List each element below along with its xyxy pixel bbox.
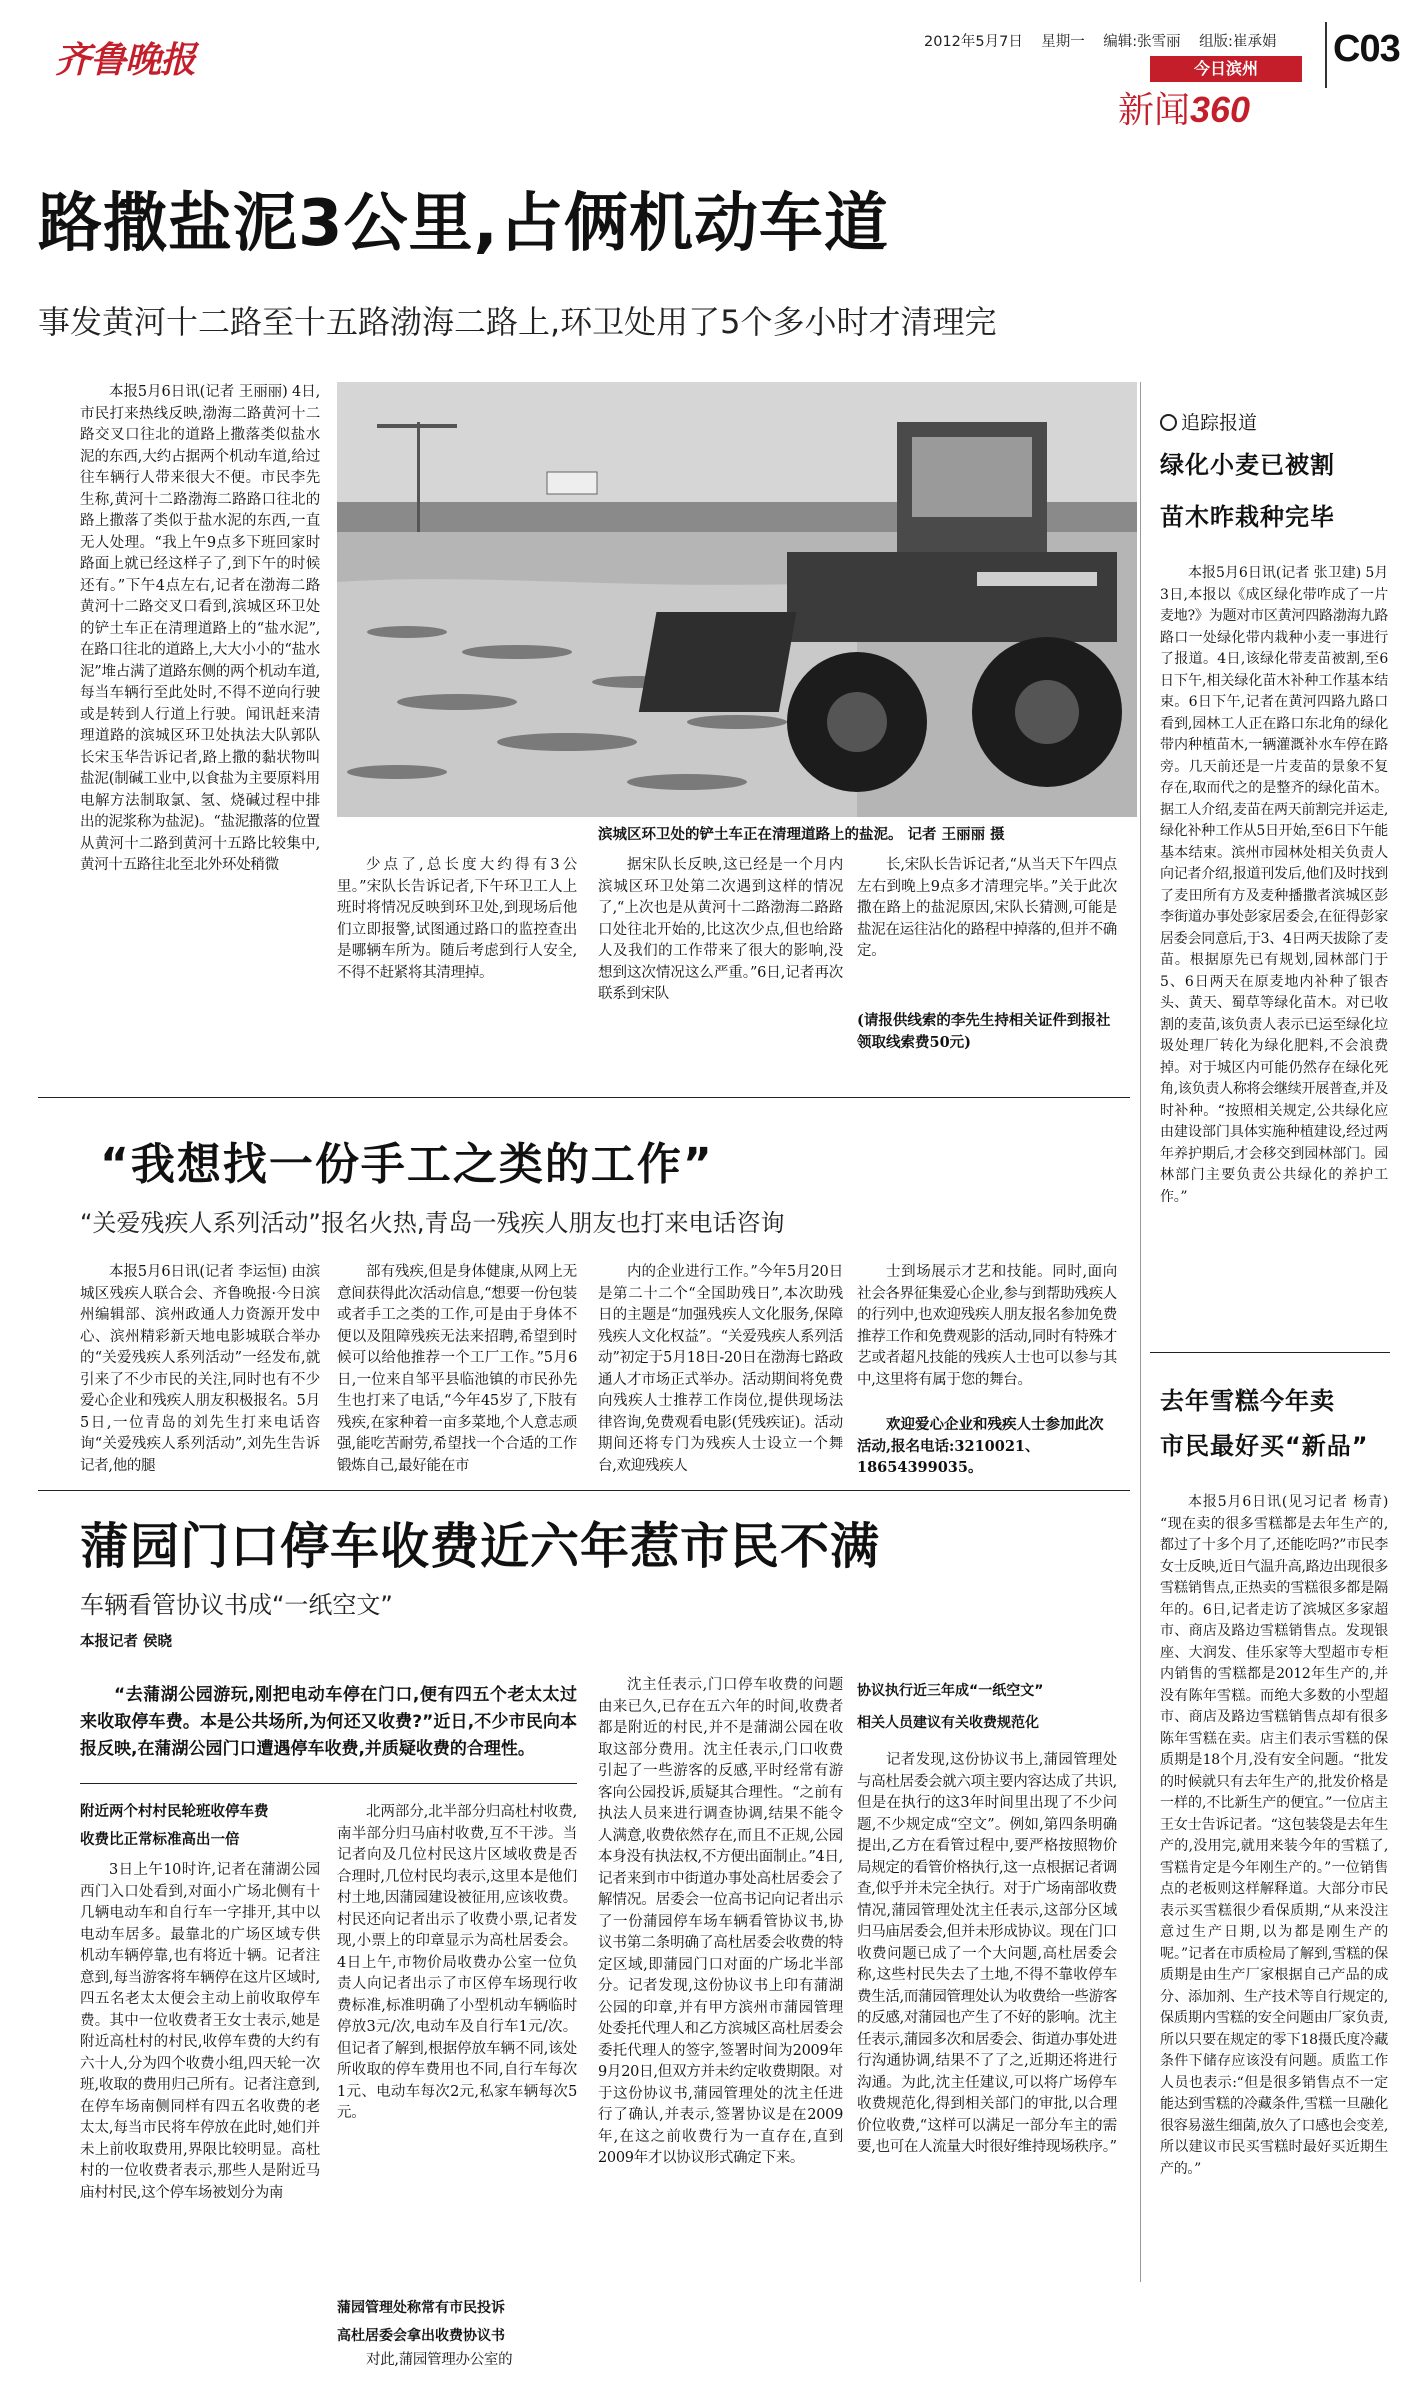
story2-subhead: “关爱残疾人系列活动”报名火热,青岛一残疾人朋友也打来电话咨询	[80, 1209, 785, 1237]
section-tag: 今日滨州	[1150, 56, 1302, 82]
story1-column-1: 本报5月6日讯(记者 王丽丽) 4日,市民打来热线反映,渤海二路黄河十二路交叉口往北的道路上撒落类似盐水泥的东西,大约占据两个机动车道,给过往车辆行人带来很大不便。市民李先生称,黄河十二路渤海二路路口往北的路上撒落了类似于盐水泥的东西,一直无人处理。“我上午9点多下班回家时路面上就已经这样子了,到下午的时候还有。”下午4点左右,记者在渤海二路黄河十二路交叉口看到,滨城区环卫处的铲土车正在清理道路上的“盐水泥”,在路口往北的道路上,大大小小的“盐水泥”堆占满了道路东侧的两个机动车道,每当车辆行至此处时,不得不逆向行驶或是转到人行道上行驶。闻讯赶来清理道路的滨城区环卫处执法大队郭队长宋玉华告诉记者,路上撒的黏状物叫盐泥(制碱工业中,以食盐为主要原料用电解方法制取氯、氢、烧碱过程中排出的泥浆称为盐泥)。“盐泥撒落的位置从黄河十二路到黄河十五路比较集中,黄河十五路往北至北外环处稍微	[80, 384, 320, 873]
section-brand	[1118, 82, 1250, 133]
story2-bottom-rule	[38, 1490, 1130, 1491]
loader-photo-illustration	[337, 382, 1137, 817]
story1-photo	[337, 382, 1137, 817]
story3-subhead-1a: 附近两个村村民轮班收停车费	[80, 1804, 269, 1820]
story3-byline: 本报记者 侯晓	[80, 1634, 173, 1650]
story3-lead-rule	[80, 1783, 577, 1784]
story3-subhead-3a: 协议执行近三年成“一纸空文”	[857, 1683, 1044, 1699]
story3-column-1: 3日上午10时许,记者在蒲湖公园西门入口处看到,对面小广场北侧有十几辆电动车和自行车一字排开,其中以电动车居多。最靠北的广场区域专供机动车辆停靠,也有将近十辆。记者注意到,每当游客将车辆停在这片区域时,四五名老太太便会主动上前收取停车费。其中一位收费者王女士表示,她是附近高杜村的村民,收停车费的大约有六十人,分为四个收费小组,四天轮一次班,收取的费用归己所有。记者注意到,在停车场南侧同样有四五名收费的老太太,每当市民将车停放在此时,她们并未上前收取费用,界限比较明显。高杜村的一位收费者表示,那些人是附近马庙村村民,这个停车场被划分为南	[80, 1862, 320, 2201]
story3-column-2b: 对此,蒲园管理办公室的	[366, 2352, 513, 2368]
editor-text: 编辑:张雪丽	[1103, 34, 1181, 50]
story3-lead: “去蒲湖公园游玩,刚把电动车停在门口,便有四五个老太太过来收取停车费。本是公共场所,为何还又收费?”近日,不少市民向本报反映,在蒲湖公园门口遭遇停车收费,并质疑收费的合理性。	[80, 1685, 577, 1759]
section-name: 新闻	[1118, 90, 1191, 131]
followup-title-1: 绿化小麦已被割	[1160, 451, 1335, 479]
story3-column-4: 记者发现,这份协议书上,蒲园管理处与高杜居委会就六项主要内容达成了共识,但是在执行的这3年时间里出现了不少问题,不少规定成“空文”。例如,第四条明确提出,乙方在看管过程中,要严格按照物价局规定的看管价格执行,这一点根据记者调查,似乎并未完全执行。对于广场南部收费情况,蒲园管理处沈主任表示,这部分区域归马庙居委会,但并未形成协议。现在门口收费问题已成了一个大问题,高杜居委会称,这些村民失去了土地,不得不靠收停车费生活,而蒲园管理处认为收费给一些游客的反感,对蒲园也产生了不好的影响。沈主任表示,蒲园多次和居委会、街道办事处进行沟通协调,结果不了了之,近期还将进行沟通。为此,沈主任建议,可以将广场停车收费规范化,得到相关部门的审批,以合理价位收费,“这样可以满足一部分车主的需要,也可在人流量大时很好维持现场秩序。”	[857, 1752, 1117, 2155]
issue-date	[924, 30, 1276, 51]
story2-contact: 欢迎爱心企业和残疾人士参加此次活动,报名电话:3210021、18654399035。	[857, 1416, 1104, 1476]
followup-title-2: 苗木昨栽种完毕	[1160, 503, 1335, 531]
story3-column-3: 沈主任表示,门口停车收费的问题由来已久,已存在五六年的时间,收费者都是附近的村民,并不是蒲湖公园在收取这部分费用。沈主任表示,门口收费引起了一些游客的反感,平时经常有游客向公园投诉,质疑其合理性。“之前有执法人员来进行调查协调,结果不能令人满意,收费依然存在,而且不正规,公园本身没有执法权,不方便出面制止。”4日,记者来到市中街道办事处高杜居委会了解情况。居委会一位高书记向记者出示了一份蒲园停车场车辆看管协议书,协议书第二条明确了高杜居委会收费的特定区域,即蒲园门口对面的广场北半部分。记者发现,这份协议书上印有蒲湖公园的印章,并有甲方滨州市蒲园管理处委托代理人和乙方滨城区高杜居委会委托代理人的签字,签署时间为2009年9月20日,但双方并未约定收费期限。对于这份协议书,蒲园管理处的沈主任进行了确认,并表示,签署协议是在2009年,在这之前收费行为一直存在,直到2009年才以协议形式确定下来。	[598, 1677, 843, 2166]
masthead	[0, 0, 1417, 150]
story3-subhead-2a: 蒲园管理处称常有市民投诉	[337, 2300, 505, 2316]
followup-tag-text: 追踪报道	[1181, 412, 1258, 434]
story2-headline: “我想找一份手工之类的工作”	[100, 1139, 714, 1190]
layout-text: 组版:崔承娟	[1199, 34, 1277, 50]
sidebar2-title-2: 市民最好买“新品”	[1160, 1432, 1369, 1460]
sidebar-divider	[1150, 1352, 1390, 1353]
story3-subhead: 车辆看管协议书成“一纸空文”	[80, 1591, 393, 1619]
story2-column-1: 本报5月6日讯(记者 李运恒) 由滨城区残疾人联合会、齐鲁晚报·今日滨州编辑部、滨州政通人力资源开发中心、滨州精彩新天地电影城联合举办的“关爱残疾人系列活动”一经发布,就引来了不少市民的关注,同时也有不少爱心企业和残疾人朋友积极报名。5月5日,一位青岛的刘先生打来电话咨询“关爱残疾人系列活动”,刘先生告诉记者,他的腿	[80, 1264, 320, 1474]
story3-subhead-2b: 高杜居委会拿出收费协议书	[337, 2328, 505, 2344]
story1-subhead: 事发黄河十二路至十五路渤海二路上,环卫处用了5个多小时才清理完	[38, 303, 997, 341]
story1-photo-caption: 滨城区环卫处的铲土车正在清理道路上的盐泥。 记者 王丽丽 摄	[598, 827, 1005, 843]
story3-subhead-1b: 收费比正常标准高出一倍	[80, 1832, 240, 1848]
story1-headline: 路撒盐泥3公里,占俩机动车道	[38, 187, 889, 261]
story2-column-3: 内的企业进行工作。”今年5月20日是第二十二个“全国助残日”,本次助残日的主题是“加强残疾人文化服务,保障残疾人文化权益”。“关爱残疾人系列活动”初定于5月18日-20日在渤海七路政通人才市场正式举办。活动期间将免费向残疾人士推荐工作岗位,提供现场法律咨询,免费观看电影(凭残疾证)。活动期间还将专门为残疾人士设立一个舞台,欢迎残疾人	[598, 1264, 843, 1474]
sidebar2-body: 本报5月6日讯(见习记者 杨青) “现在卖的很多雪糕都是去年生产的,都过了十多个月了,还能吃吗?”市民李女士反映,近日气温升高,路边出现很多雪糕销售点,正热卖的雪糕很多都是隔年的。6日,记者走访了滨城区多家超市、商店及路边雪糕销售点。发现银座、大润发、佳乐家等大型超市专柜内销售的雪糕都是2012年生产的,并没有陈年雪糕。而绝大多数的小型超市、商店及路边雪糕销售点却有很多陈年雪糕在卖。店主们表示雪糕的保质期是18个月,没有安全问题。“批发的时候就只有去年生产的,批发价格是一样的,不比新生产的便宜。”一位店主王女士告诉记者。“这包装袋是去年生产的,没用完,就用来装今年的雪糕了,雪糕肯定是今年刚生产的。”一位销售点的老板则这样解释道。大部分市民表示买雪糕很少看保质期,“从来没注意过生产日期,以为都是刚生产的呢。”记者在市质检局了解到,雪糕的保质期是由生产厂家根据自己产品的成分、添加剂、生产技术等自行规定的,保质期内雪糕的安全问题由厂家负责,所以只要在规定的零下18摄氏度冷藏条件下储存应该没有问题。质监工作人员也表示:“但是很多销售点不一定能达到雪糕的冷藏条件,雪糕一旦融化很容易滋生细菌,放久了口感也会变差,所以建议市民买雪糕时最好买近期生产的。”	[1160, 1494, 1388, 2177]
story1-column-2: 少点了,总长度大约得有3公里。”宋队长告诉记者,下午环卫工人上班时将情况反映到环卫处,到现场后他们立即报警,试图通过路口的监控查出是哪辆车所为。随后考虑到行人安全,不得不赶紧将其清理掉。	[337, 857, 577, 981]
weekday-text: 星期一	[1041, 34, 1085, 50]
story3-column-2: 北两部分,北半部分归高杜村收费,南半部分归马庙村收费,互不干涉。当记者向及几位村民这片区域收费是否合理时,几位村民均表示,这里本是他们村土地,因蒲园建设被征用,应该收费。村民还向记者出示了收费小票,记者发现,小票上的印章显示为高杜居委会。4日上午,市物价局收费办公室一位负责人向记者出示了市区停车场现行收费标准,标准明确了小型机动车辆临时停放3元/次,电动车及自行车1元/次。但记者了解到,根据停放车辆不同,该处所收取的停车费用也不同,自行车每次1元、电动车每次2元,私家车辆每次5元。	[337, 1804, 577, 2121]
story1-bottom-rule	[38, 1097, 1130, 1098]
followup-tag	[1160, 408, 1257, 435]
story3-subhead-3b: 相关人员建议有关收费规范化	[857, 1715, 1039, 1731]
sidebar2-title-1: 去年雪糕今年卖	[1160, 1387, 1335, 1415]
story1-tip-note: (请报供线索的李先生持相关证件到报社领取线索费50元)	[857, 1012, 1111, 1051]
vertical-divider	[1140, 382, 1141, 2282]
page-number: C03	[1333, 28, 1400, 70]
story1-column-4: 长,宋队长告诉记者,“从当天下午四点左右到晚上9点多才清理完毕。”关于此次撒在路上的盐泥原因,宋队长猜测,可能是盐泥在运往沾化的路程中掉落的,但并不确定。	[857, 857, 1117, 959]
story2-column-2: 部有残疾,但是身体健康,从网上无意间获得此次活动信息,“想要一份包装或者手工之类的工作,可是由于身体不便以及阻障残疾无法来招聘,希望到时候可以给他推荐一个工厂工作。”5月6日,一位来自邹平县临池镇的市民孙先生也打来了电话,“今年45岁了,下肢有残疾,在家种着一亩多菜地,个人意志顽强,能吃苦耐劳,希望找一个合适的工作锻炼自己,最好能在市	[337, 1264, 577, 1474]
story2-column-4: 士到场展示才艺和技能。同时,面向社会各界征集爱心企业,参与到帮助残疾人的行列中,也欢迎残疾人朋友报名参加免费推荐工作和免费观影的活动,同时有特殊才艺或者超凡技能的残疾人士也可以参与其中,这里将有属于您的舞台。	[857, 1264, 1117, 1388]
followup-bullet-icon	[1160, 414, 1177, 431]
newspaper-logo: 齐鲁晚报	[55, 39, 196, 81]
story3-headline: 蒲园门口停车收费近六年惹市民不满	[80, 1518, 881, 1575]
section-number: 360	[1190, 89, 1251, 130]
date-text: 2012年5月7日	[924, 34, 1023, 50]
story1-column-3: 据宋队长反映,这已经是一个月内滨城区环卫处第二次遇到这样的情况了,“上次也是从黄河十二路渤海二路路口处往北开始的,比这次少点,但也给路人及我们的工作带来了很大的影响,没想到这次情况这么严重。”6日,记者再次联系到宋队	[598, 857, 843, 1002]
followup-body: 本报5月6日讯(记者 张卫建) 5月3日,本报以《成区绿化带咋成了一片麦地?》为题对市区黄河四路渤海九路路口一处绿化带内栽种小麦一事进行了报道。4日,该绿化带麦苗被割,至6日下午,相关绿化苗木补种工作基本结束。6日下午,记者在黄河四路九路口看到,园林工人正在路口东北角的绿化带内种植苗木,一辆灌溉补水车停在路旁。几天前还是一片麦苗的景象不复存在,取而代之的是整齐的绿化苗木。据工人介绍,麦苗在两天前割完并运走,绿化补种工作从5日开始,至6日下午能基本结束。滨州市园林处相关负责人向记者介绍,报道刊发后,他们及时找到了麦田所有方及麦种播撒者滨城区彭李街道办事处彭家居委会,在征得彭家居委会同意后,于3、4日两天拔除了麦苗。根据原先已有规划,园林部门于5、6日两天在原麦地内补种了银杏头、黄天、蜀草等绿化苗木。对已收割的麦苗,该负责人表示已运至绿化垃圾处理厂转化为绿化肥料,不会浪费掉。对于城区内可能仍然存在绿化死角,该负责人称将会继续开展普查,并及时补种。“按照相关规定,公共绿化应由建设部门具体实施种植建设,经过两年养护期后,才会移交到园林部门。园林部门主要负责公共绿化的养护工作。”	[1160, 565, 1388, 1205]
header-divider	[1325, 22, 1327, 88]
